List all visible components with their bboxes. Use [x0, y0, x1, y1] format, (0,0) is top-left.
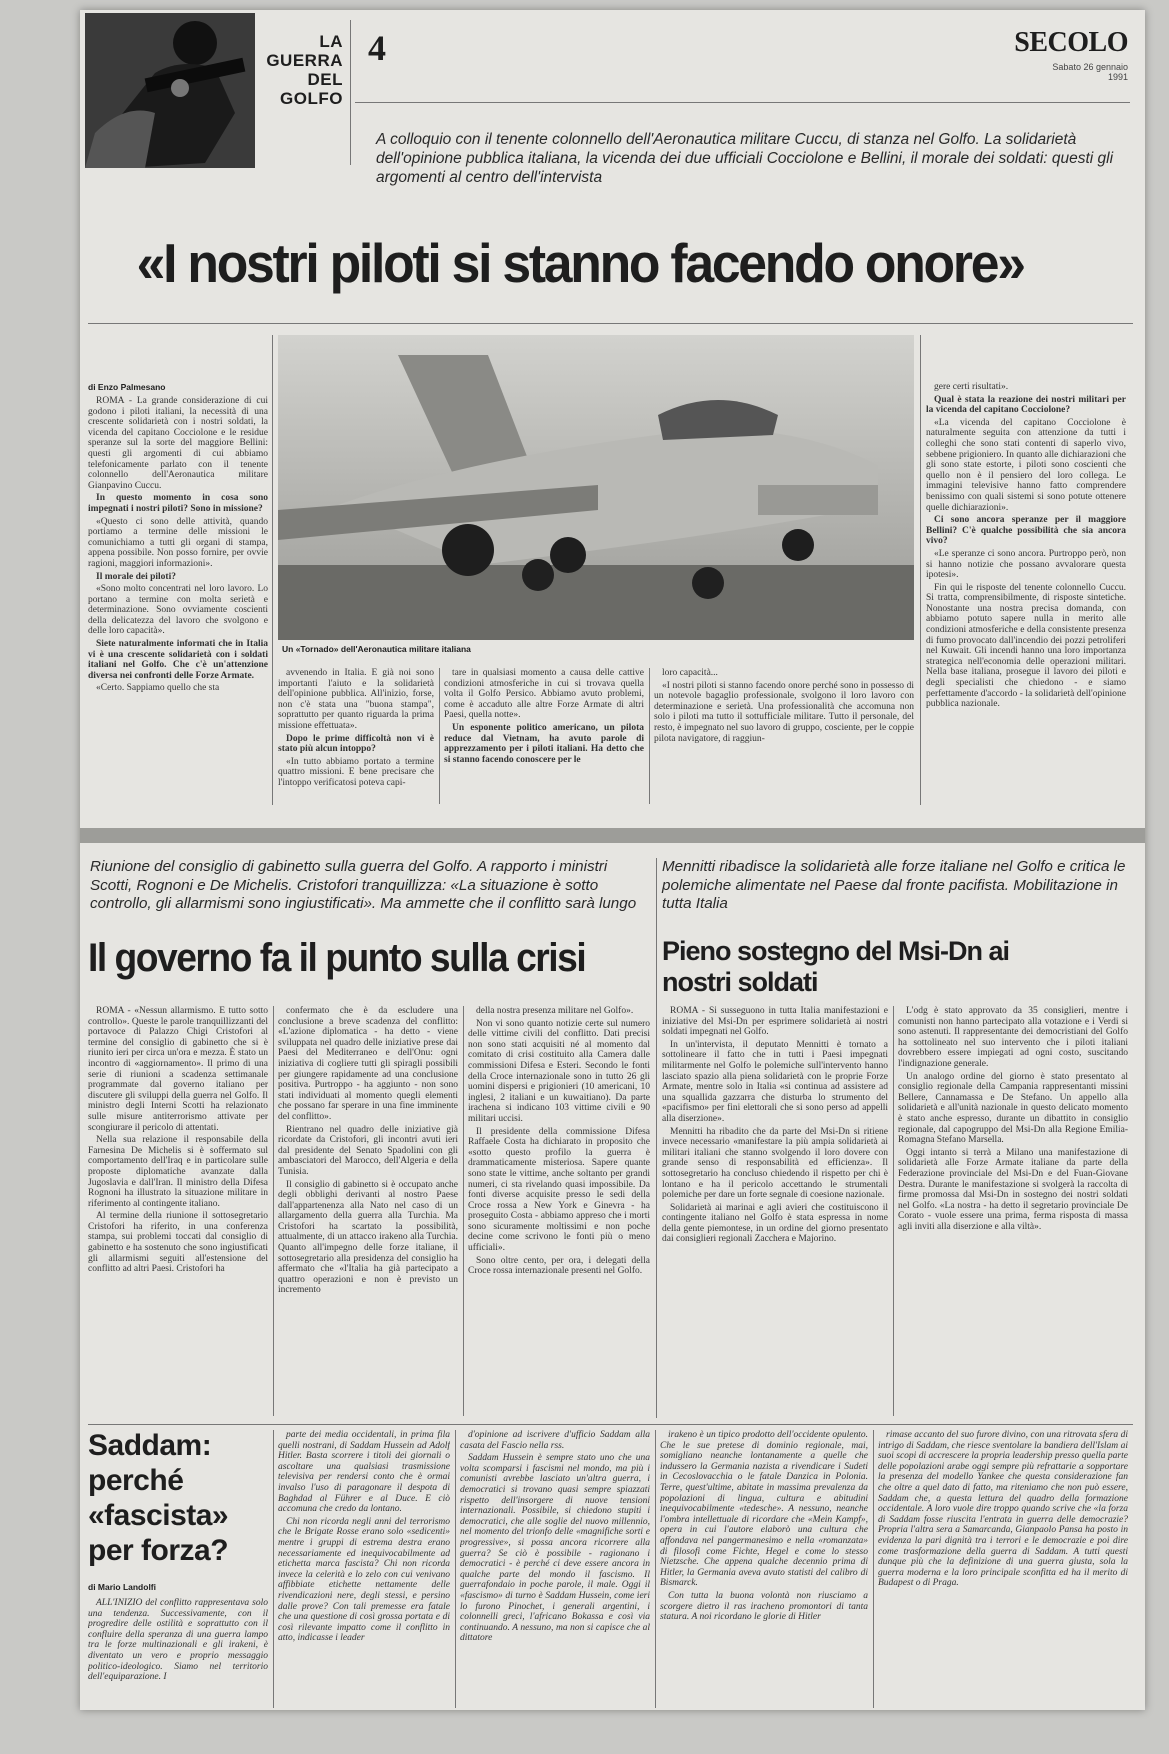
paragraph: ROMA - La grande considerazione di cui godono i piloti italiani, la necessità di una crescente solidarietà con i nostri soldati, la vicenda del capitano Cocciolone e le residue speranze sul la sorte del maggiore Bellini: questi gli argomenti di cui abbiamo telefonicamente parlato con il tenente colonnello dell'Aeronautica militare Gianpavino Cuccu.: [88, 396, 268, 491]
tornado-photo: [278, 335, 914, 640]
paragraph: irakeno è un tipico prodotto dell'occidente opulento. Che le sue pretese di dominio regionale, mai, somigliano neanche lontanamente a quelle che indussero la Germania nazista a rivendicare i Sudeti in Cecoslovacchia o le fatale Danzica in Polonia. Terre, quest'ultime, abitate in massima prevalenza da popolazioni di lingua, cultura e abitudini inequivocabilmente «tedesche». A nessuno, neanche l'ombra intellettuale di ricordare che «Mein Kampf», opera in cui l'autore elaborò una cultura che affondava nel pangermanesimo e nella «romanzata» di filosofi come Fichte, Hegel e come lo stesso Nietzsche. Che appena qualche decennio prima di Hitler, la Germania aveva avuto statisti del calibro di Bismarck.: [660, 1430, 868, 1589]
newspaper-name: SECOLO: [1014, 27, 1128, 58]
story4-col4: [660, 1430, 868, 1708]
section-logo-illustration: [85, 13, 255, 168]
paragraph: L'odg è stato approvato da 35 consiglieri, mentre i comunisti non hanno partecipato alla votazione e i Verdi si sono astenuti. Il rappresentante dei democristiani del Golfo ha sottolineato nel suo intervento che i piloti italiani dovrebbero essere impiegati ad ogni costo, suscitando l'indignazione generale.: [898, 1006, 1128, 1069]
question-paragraph: In questo momento in cosa sono impegnati i nostri piloti? Sono in missione?: [88, 493, 268, 514]
story3-headline: Pieno sostegno del Msi-Dn ai nostri soldati: [662, 936, 1010, 997]
story4-col3: [460, 1430, 650, 1708]
story4-col5: [878, 1430, 1128, 1708]
tornado-jet-image: [278, 335, 914, 640]
paragraph: «La vicenda del capitano Cocciolone è naturalmente seguita con attenzione da tutti i colleghi che sono stati contenti di saperlo vivo, sebbene prigioniero. In quanto alle dichiarazioni che gli sono state estorte, i piloti sono coscienti che quello non è il pensiero del loro collega. Le immagini televisive hanno fatto comprendere benissimo con quali sistemi si sono potute ottenere quelle dichiarazioni».: [926, 417, 1126, 513]
story2-kicker: Riunione del consiglio di gabinetto sulla guerra del Golfo. A rapporto i ministri Scotti, Rognoni e De Michelis. Cristofori tranquillizza: «La situazione è sotto controllo, gli allarmismi sono ingiustificati». Ma ammette che il conflitto sarà lungo: [90, 858, 637, 912]
paragraph: «Le speranze ci sono ancora. Purtroppo però, non si hanno notizie che possano avvalorare questa ipotesi».: [926, 548, 1126, 581]
paragraph: confermato che è da escludere una conclusione a breve scadenza del conflitto: «L'azione diplomatica - ha detto - viene sviluppata nel quadro delle iniziative prese dai Paesi del Mediterraneo e dell'Onu: ogni iniziativa di cogliere tutti gli spiragli possibili per giungere rapidamente ad una conclusione positiva. Purtroppo - ha aggiunto - non sono stati individuati al momento quegli elementi che possano far sperare in una fine imminente del conflitto».: [278, 1006, 458, 1122]
section-divider: [80, 828, 1145, 843]
story4-col1: [88, 1598, 268, 1706]
newspaper-page: [80, 10, 1145, 1710]
paragraph: In un'intervista, il deputato Mennitti è tornato a sottolineare il fatto che in tutti i Paesi impegnati militarmente nel Golfo le polemiche sull'intervento hanno lasciato spazio alla piena solidarietà con le proprie Forze Armate, mentre solo in Italia «si continua ad assistere ad una squallida gazzarra che disturba lo strumento del «pacifismo» per fini elettorali che si sono perso ad appelli alla diserzione».: [662, 1039, 888, 1124]
story4-byline: di Mario Landolfi: [88, 1582, 156, 1592]
story1-headline: «I nostri piloti si stanno facendo onore»: [136, 232, 1024, 294]
paragraph: ROMA - «Nessun allarmismo. E tutto sotto controllo». Queste le parole tranquillizzanti del portavoce di Palazzo Chigi Cristofori al termine del consiglio di gabinetto che si è riunito ieri per circa un'ora e mezza. È stato un incontro di «aggiornamento». Il primo di una serie di riunioni a scadenza settimanale programmate dal governo italiano per discutere gli sviluppi della guerra nel Golfo. Il ministro degli Interni Scotti ha relazionato sulle misure antiterrorismo attivate per scongiurare il pericolo di attentati.: [88, 1006, 268, 1133]
story1-col5: [926, 382, 1126, 804]
paragraph: «Sono molto concentrati nel loro lavoro. Lo portano a termine con molta serietà e determinazione. Sono ovviamente coscienti della delicatezza del lavoro che svolgono e delle loro capacità».: [88, 584, 268, 637]
paragraph: «In tutto abbiamo portato a termine quattro missioni. E bene precisare che l'intoppo verificatosi poteva capi-: [278, 756, 434, 788]
paragraph: Chi non ricorda negli anni del terrorismo che le Brigate Rosse erano solo «sedicenti» mentre i gruppi di estrema destra erano necessariamente ed inequivocabilmente ad etichetta marca fascista? Chi non ricorda invece la celerità e lo zelo con cui venivano affibbiate etichette nettamente delle rivendicazioni nere, degli stessi, e persino dalle prove? Con tali premesse era fatale che una questione di così grossa portata e di così rilevante impatto come il conflitto in atto, indicasse i leader: [278, 1516, 450, 1644]
paragraph: «Questo ci sono delle attività, quando portiamo a termine delle missioni le comunichiamo a tutti gli organi di stampa, appena possibile. Non posso fornire, per ovvie ragioni, maggiori informazioni».: [88, 516, 268, 569]
question-paragraph: Un esponente politico americano, un pilota reduce dal Vietnam, ha avuto parole di apprezzamento per i piloti italiani. Ha detto che si stanno facendo conoscere per le: [444, 722, 644, 765]
paragraph: avvenendo in Italia. E già noi sono importanti l'aiuto e la solidarietà dell'opinione pubblica. All'inizio, forse, non c'è stata una "buona stampa", soprattutto per quanto riguarda la prima missione effettuata».: [278, 668, 434, 731]
paragraph: Mennitti ha ribadito che da parte del Msi-Dn si ritiene invece necessario «manifestare la più ampia solidarietà ai militari italiani che stanno svolgendo il loro dovere con grande senso di responsabilità ed efficienza». Il sottosegretario ha concluso chiedendo il rispetto per chi è lontano e ha il pericolo accettando le strumentali polemiche per dare un forte segnale di coesione nazionale.: [662, 1126, 888, 1201]
question-paragraph: Il morale dei piloti?: [96, 571, 176, 582]
story1-kicker: A colloquio con il tenente colonnello dell'Aeronautica militare Cuccu, di stanza nel Golfo. La solidarietà dell'opinione pubblica italiana, la vicenda dei due ufficiali Cocciolone e Bellini, il morale dei soldati: questi gli argomenti al centro dell'intervista: [376, 131, 1114, 186]
paragraph: ROMA - Si susseguono in tutta Italia manifestazioni e iniziative del Msi-Dn per esprimere solidarietà ai nostri soldati impegnati nel Golfo.: [662, 1006, 888, 1038]
question-paragraph: Siete naturalmente informati che in Italia vi è una crescente solidarietà con i soldati italiani nel Golfo. Che c'è un'attenzione diversa nei confronti delle Forze Armate.: [88, 639, 268, 681]
paragraph: Con tutta la buona volontà non riusciamo a scorgere dietro il ras iracheno promontori di tanta statura. A noi ricordano le glorie di Hitler: [660, 1590, 868, 1623]
story3-col1: [662, 1006, 888, 1416]
paragraph: «Certo. Sappiamo quello che sta: [96, 683, 220, 694]
paragraph: Un analogo ordine del giorno è stato presentato al consiglio regionale della Campania rappresentanti missini Bellere, Cannamassa e De Stefano. Un appello alla solidarietà e all'unità nazionale in questo delicato momento è stato anche espresso, durante un dibattito in consiglio regionale, dal capogruppo del Msi-Dn alla Regione Emilia-Romagna Stefano Marsella.: [898, 1071, 1128, 1146]
story1-col4: [654, 668, 914, 804]
page-number: 4: [368, 28, 386, 68]
paragraph: Non vi sono quanto notizie certe sul numero delle vittime civili del conflitto. Dati precisi non sono stati acquisiti né al momento dal comitato di crisi costituito alla Camera dalle commissioni Difesa e Esteri. Secondo le fonti della Croce internazionale sono in tutto 26 gli uomini dispersi e prigionieri (10 americani, 10 inglesi, 2 italiani e un kuwaitiano). Da parte irachena si indicano 103 vittime civili e 90 militari uccisi.: [468, 1018, 650, 1124]
story4-col2: [278, 1430, 450, 1708]
question-paragraph: Qual è stata la reazione dei nostri militari per la vicenda del capitano Cocciolone?: [926, 394, 1126, 416]
paragraph: Saddam Hussein è sempre stato uno che una volta scomparsi i fascismi nel mondo, ma più i comunisti avrebbe lasciato un'altra guerra, i democratici si trovano quasi sempre spiazzati rispetto dell'insorgere di nuove tensioni internazionali. Possibile, si chiedono stupiti i democratici, che alle soglie del nuovo millennio, nel momento del trionfo delle «magnifiche sorti e progressive», si possa ancora ricorrere alla guerra? Se ciò è possibile - ragionano i democratici - è perché ci deve essere ancora in qualche parte del mondo il fascismo. Il guerrafondaio in poche parole, il male. Oggi il «fascismo» di turno è Saddam Hussein, come ieri lo furono Pinochet, i generali argentini, i colonnelli greci, l'africano Bokassa e così via continuando. A nessuno, ma non si capisce che al dittatore: [460, 1453, 650, 1644]
paragraph: Sono oltre cento, per ora, i delegati della Croce rossa internazionale presenti nel Golfo.: [468, 1255, 650, 1277]
paragraph: gere certi risultati».: [934, 382, 1009, 392]
story2-col3: [468, 1006, 650, 1416]
paragraph: Solidarietà ai marinai e agli avieri che costituiscono il contingente italiano nel Golfo è stata espressa in nome della gente piemontese, in un ordine del giorno presentato dai consiglieri regionali Zacchera e Majorino.: [662, 1202, 888, 1245]
paragraph: ALL'INIZIO del conflitto rappresentava solo una tendenza. Successivamente, con il progredire delle ostilità e soprattutto con il confluire della speranza di una guerra lampo tra le forze multinazionali e gli irakeni, è diventato un vero e proprio messaggio politico-ideologico. Siamo nel territorio dell'equiparazione. I: [88, 1598, 268, 1683]
paragraph: «I nostri piloti si stanno facendo onore perché sono in possesso di un notevole bagaglio professionale, svolgono il loro lavoro con determinazione e serietà. Una professionalità che accomuna non solo i piloti ma tutto il sottufficiale militare. Tutto il personale, del resto, è impegnato nel suo lavoro di gruppo, cosciente, per le coppie pilota navigatore, di raggiun-: [654, 680, 914, 744]
story2-col2: [278, 1006, 458, 1416]
story2-headline: Il governo fa il punto sulla crisi: [88, 936, 586, 980]
question-paragraph: Ci sono ancora speranze per il maggiore Bellini? C'è qualche possibilità che sia ancora vivo?: [926, 515, 1126, 547]
paragraph: rimase accanto del suo furore divino, con una ritrovata sfera di intrigo di Saddam, che riesce sventolare la bandiera dell'Islam ai suoi scopi di accrescere la propria leadership presso quella parte delle popolazioni arabe oggi sempre più refrattarie a sopportare la presenza del modello Yankee che questa considerazione fan che oltre a quel dato di fatto, ma riteniamo che non può essere, Saddam che, a questa lettura del quadro della formazione occidentale. A loro vuole dire troppo quando scrive che «la forza di Saddam fosse riuscita l'entrata in guerra delle democrazie? Propria l'altra sera a Samarcanda, Gianpaolo Pansa ha posto in evidenza la pari dignità tra i terrori e le democrazie e poi dire come trasformazione della guerra di Saddam. A tutti questi dunque più che la definizione di una guerra giusta, sola la guerra moderna e la loro principale sconfitta ed ha il merito di Budapest o di Praga.: [878, 1430, 1128, 1589]
paragraph: loro capacità...: [662, 668, 718, 678]
issue-date: Sabato 26 gennaio 1991: [1052, 62, 1128, 82]
story1-col2: [278, 668, 434, 804]
story4-headline: Saddam: perché «fascista» per forza?: [88, 1429, 229, 1567]
story1-col3: [444, 668, 644, 804]
photo-caption: Un «Tornado» dell'Aeronautica militare italiana: [282, 644, 471, 654]
paragraph: Il presidente della commissione Difesa Raffaele Costa ha dichiarato in proposito che «sotto questo profilo la guerra è drammaticamente misteriosa. Sapere quante sono state le vittime, anche soltanto per grandi numeri, ci sta rivelando quasi impossibile. Da fonti diverse acquisite presso le sedi della Croce rossa a New York e Ginevra - ha proseguito Costa - abbiamo appreso che i morti sono sicuramente moltissimi e non poche decine come scrivono le fonti più o meno ufficiali».: [468, 1126, 650, 1254]
story1-byline: di Enzo Palmesano: [88, 382, 166, 392]
paragraph: della nostra presenza militare nel Golfo».: [476, 1006, 634, 1016]
paragraph: Oggi intanto si terrà a Milano una manifestazione di solidarietà alle Forze Armate italiane da parte della Federazione provinciale del Msi-Dn e del Fuan-Giovane Destra. Durante le manifestazione si svolgerà la raccolta di firme promossa dal Msi-Dn in sostegno dei nostri soldati nel Golfo. «La nostra - ha detto il segretario provinciale De Corato - vuole essere una prima, ferma risposta di massa agli inviti alla diserzione e alla viltà».: [898, 1147, 1128, 1232]
section-title: LA GUERRA DEL GOLFO: [266, 32, 343, 108]
question-paragraph: Dopo le prime difficoltà non vi è stato più alcun intoppo?: [278, 733, 434, 755]
paragraph: d'opinione ad iscrivere d'ufficio Saddam alla casata del Fascio nella rss.: [460, 1430, 650, 1451]
paragraph: Rientrano nel quadro delle iniziative già ricordate da Cristofori, gli incontri avuti ieri dal presidente del Senato Spadolini con gli ambasciatori del Marocco, dell'Algeria e della Tunisia.: [278, 1124, 458, 1177]
story3-col2: [898, 1006, 1128, 1416]
story3-kicker: Mennitti ribadisce la solidarietà alle forze italiane nel Golfo e critica le polemiche alimentate nel Paese dal fronte pacifista. Mobilitazione in tutta Italia: [662, 858, 1126, 912]
paragraph: parte dei media occidentali, in prima fila quelli nostrani, di Saddam Hussein ad Adolf Hitler. Basta scorrere i titoli dei giornali o ascoltare una qualsiasi trasmissione televisiva per rendersi conto che è ormai invalso l'uso di paragonare il despota di Baghdad al Führer e al Duce. E ciò accomuna che credo da lontano.: [278, 1430, 450, 1515]
paragraph: Nella sua relazione il responsabile della Farnesina De Michelis si è soffermato sul comportamento dell'Iraq e in particolare sulle proposte diplomatiche avanzate dalla Jugoslavia e dall'Iran. Il ministro della Difesa Rognoni ha illustrato la situazione militare in riferimento al contingente italiano.: [88, 1135, 268, 1209]
story2-col1: [88, 1006, 268, 1416]
story1-col1: [88, 396, 268, 804]
paragraph: Il consiglio di gabinetto si è occupato anche degli obblighi derivanti al nostro Paese dall'appartenenza alla Nato nel caso di un allargamento della guerra alla Turchia. Ma Cristofori ha scartato la possibilità, attualmente, di un attacco irakeno alla Turchia. Quanto all'impegno delle forze italiane, il sottosegretario alla presidenza del consiglio ha affermato che «l'Italia ha già partecipato a quattro operazioni e non è previsto un incremento: [278, 1179, 458, 1296]
paragraph: Al termine della riunione il sottosegretario Cristofori ha riferito, in una conferenza stampa, sui problemi toccati dal consiglio di gabinetto e ha sostenuto che sono ingiustificati gli allarmismi seguiti all'estensione del conflitto ad altri Paesi. Cristofori ha: [88, 1211, 268, 1275]
paragraph: Fin qui le risposte del tenente colonnello Cuccu. Si tratta, comprensibilmente, di risposte sintetiche. Nonostante una nostra precisa domanda, con abbiamo potuto sapere nulla in merito alle condizioni atmosferiche e della consistente presenza di fumo provocato dall'incendio dei pozzi petroliferi nel Kuwait. Gli incendi hanno una loro importanza strategica nell'economia delle operazioni militari. Nella base italiana, prosegue il lavoro dei piloti e degli specialisti che chiedono - e siamo perfettamente d'accordo - la solidarietà dell'opinione pubblica nazionale.: [926, 582, 1126, 710]
soldier-with-gun-illustration: [85, 13, 255, 168]
paragraph: tare in qualsiasi momento a causa delle cattive condizioni atmosferiche in cui si trovava quella volta il Golfo Persico. Abbiamo avuto problemi, come è accaduto alle altre Forze Armate di altri Paesi, quella notte».: [444, 668, 644, 721]
